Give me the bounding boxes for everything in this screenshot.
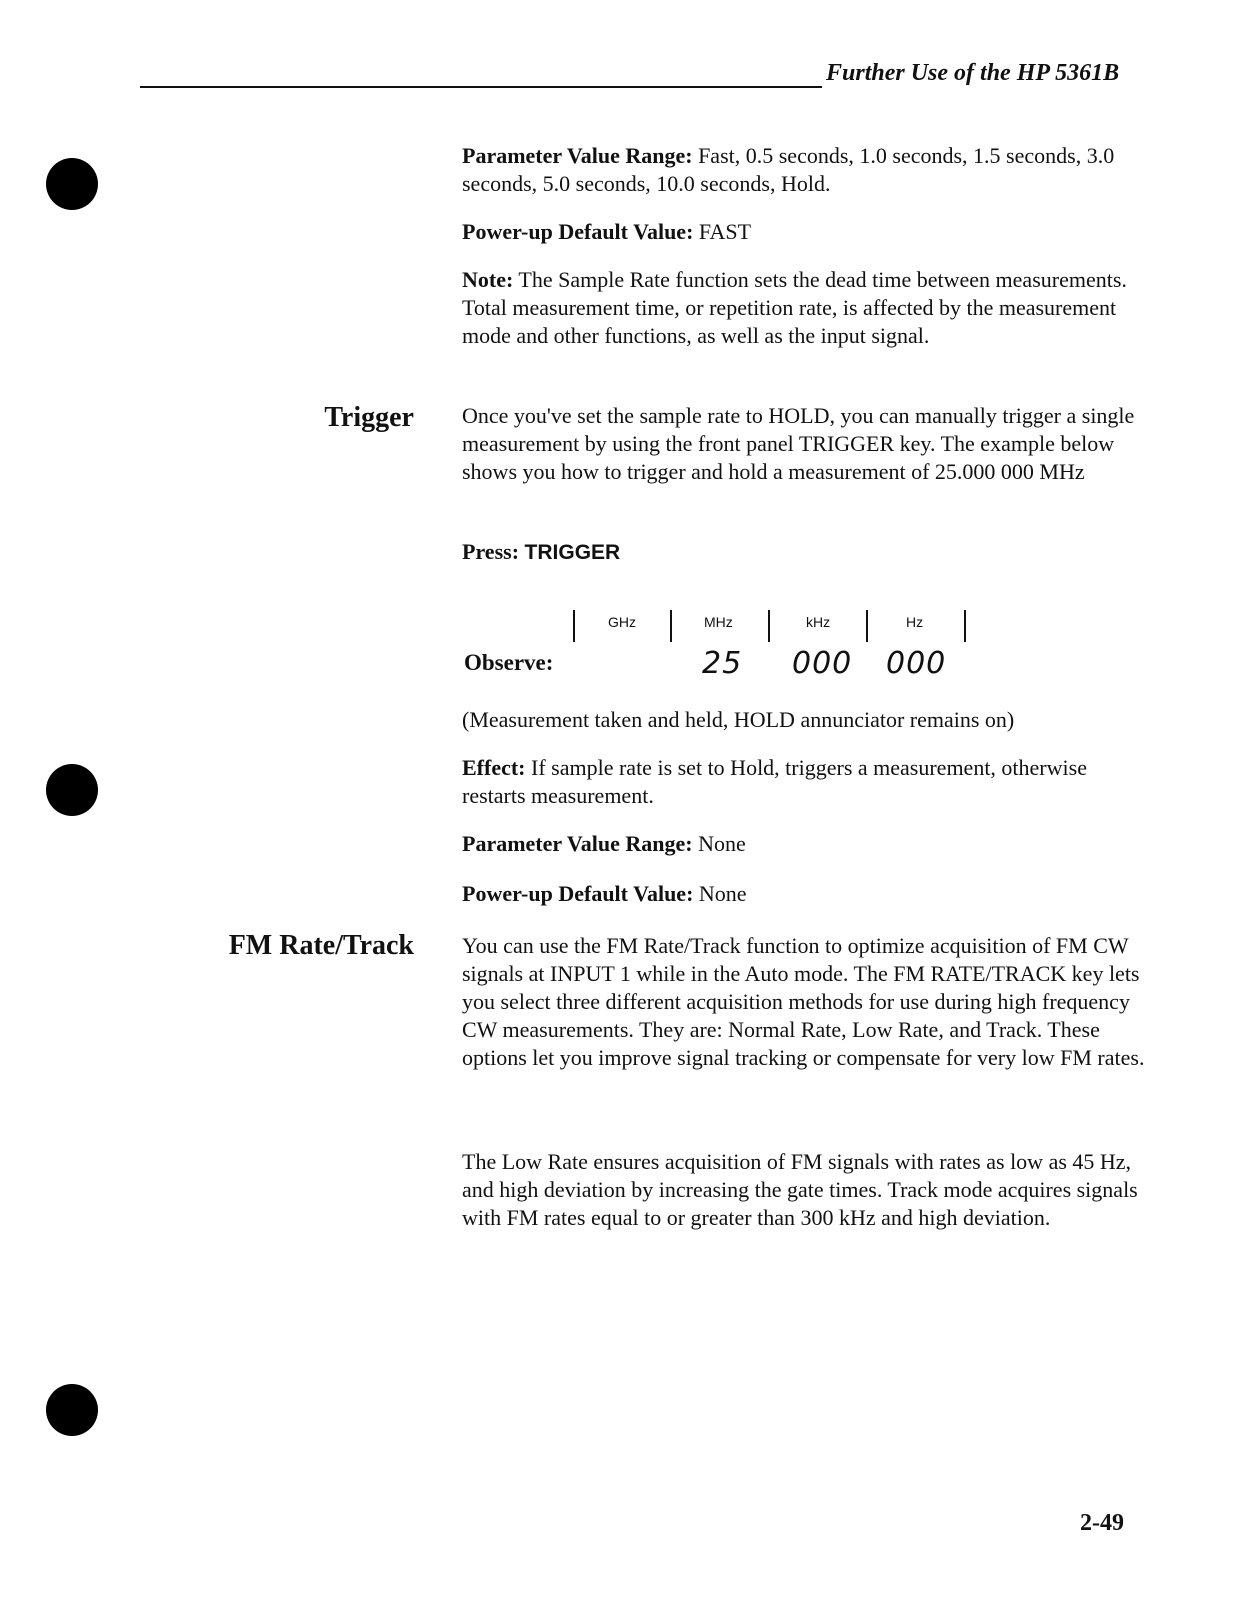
fm-rate-paragraph-1 [462, 932, 1152, 1072]
fm-rate-text-2: The Low Rate ensures acquisition of FM signals with rates as low as 45 Hz, and high deviation by increasing the gate times. Track mode acquires signals with FM rates equal to or greater than 300 kHz and high deviation. [462, 1149, 1138, 1230]
binder-hole-bottom [46, 1384, 98, 1436]
fm-rate-track-heading: FM Rate/Track [228, 930, 414, 961]
effect-label: Effect: [462, 755, 526, 780]
display-digits-mhz: 25 [702, 646, 743, 681]
header-rule [140, 86, 822, 88]
press-label: Press: [462, 539, 520, 564]
display-separator [670, 610, 672, 642]
sample-rate-default [462, 218, 1152, 246]
display-separator [964, 610, 966, 642]
binder-hole-middle [46, 764, 98, 816]
range-value: Fast, 0.5 seconds, 1.0 seconds, 1.5 seconds, 3.0 seconds, 5.0 seconds, 10.0 seconds, Hold. [462, 143, 1115, 196]
unit-mhz: MHz [704, 614, 733, 630]
running-header: Further Use of the HP 5361B [826, 60, 1120, 86]
trigger-effect [462, 754, 1152, 810]
default-value: FAST [698, 219, 752, 244]
note-label: Note: [462, 267, 514, 292]
sample-rate-range [462, 142, 1152, 198]
range-label: Parameter Value Range: [462, 143, 693, 168]
trigger-intro-text: Once you've set the sample rate to HOLD, you can manually trigger a single measurement by using the front panel TRIGGER key. The example below shows you how to trigger and hold a measurement of 25.000 000 MHz [462, 403, 1135, 484]
display-separator [768, 610, 770, 642]
default-value: None [698, 881, 747, 906]
fm-rate-text-1: You can use the FM Rate/Track function to optimize acquisition of FM CW signals at INPUT 1 while in the Auto mode. The FM RATE/TRACK key lets you select three different acquisition methods for use during high frequency CW measurements. They are: Normal Rate, Low Rate, and Track. These options let you improve signal tracking or compensate for very low FM rates. [462, 933, 1145, 1070]
default-label: Power-up Default Value: [462, 219, 694, 244]
display-separator [573, 610, 575, 642]
trigger-result-note [462, 706, 1152, 734]
press-instruction [462, 538, 620, 567]
trigger-default [462, 880, 1152, 908]
effect-text: If sample rate is set to Hold, triggers a measurement, otherwise restarts measurement. [462, 755, 1087, 808]
trigger-range [462, 830, 1152, 858]
unit-hz: Hz [906, 614, 924, 630]
trigger-heading: Trigger [324, 402, 414, 433]
note-text: The Sample Rate function sets the dead time between measurements. Total measurement time, or repetition rate, is affected by the measurement mode and other functions, as well as the input signal. [462, 267, 1127, 348]
binder-hole-top [46, 158, 98, 210]
page-number: 2-49 [1080, 1510, 1124, 1536]
observe-label: Observe: [464, 650, 554, 675]
unit-khz: kHz [806, 614, 831, 630]
trigger-intro [462, 402, 1152, 486]
sample-rate-note [462, 266, 1152, 350]
display-separator [866, 610, 868, 642]
default-label: Power-up Default Value: [462, 881, 694, 906]
range-label: Parameter Value Range: [462, 831, 693, 856]
display-digits-hz: 000 [886, 646, 947, 681]
unit-ghz: GHz [608, 614, 636, 630]
range-value: None [698, 831, 746, 856]
display-digits-khz: 000 [792, 646, 853, 681]
result-note-text: (Measurement taken and held, HOLD annunciator remains on) [462, 707, 1015, 732]
fm-rate-paragraph-2 [462, 1148, 1152, 1232]
trigger-key: TRIGGER [524, 541, 621, 564]
